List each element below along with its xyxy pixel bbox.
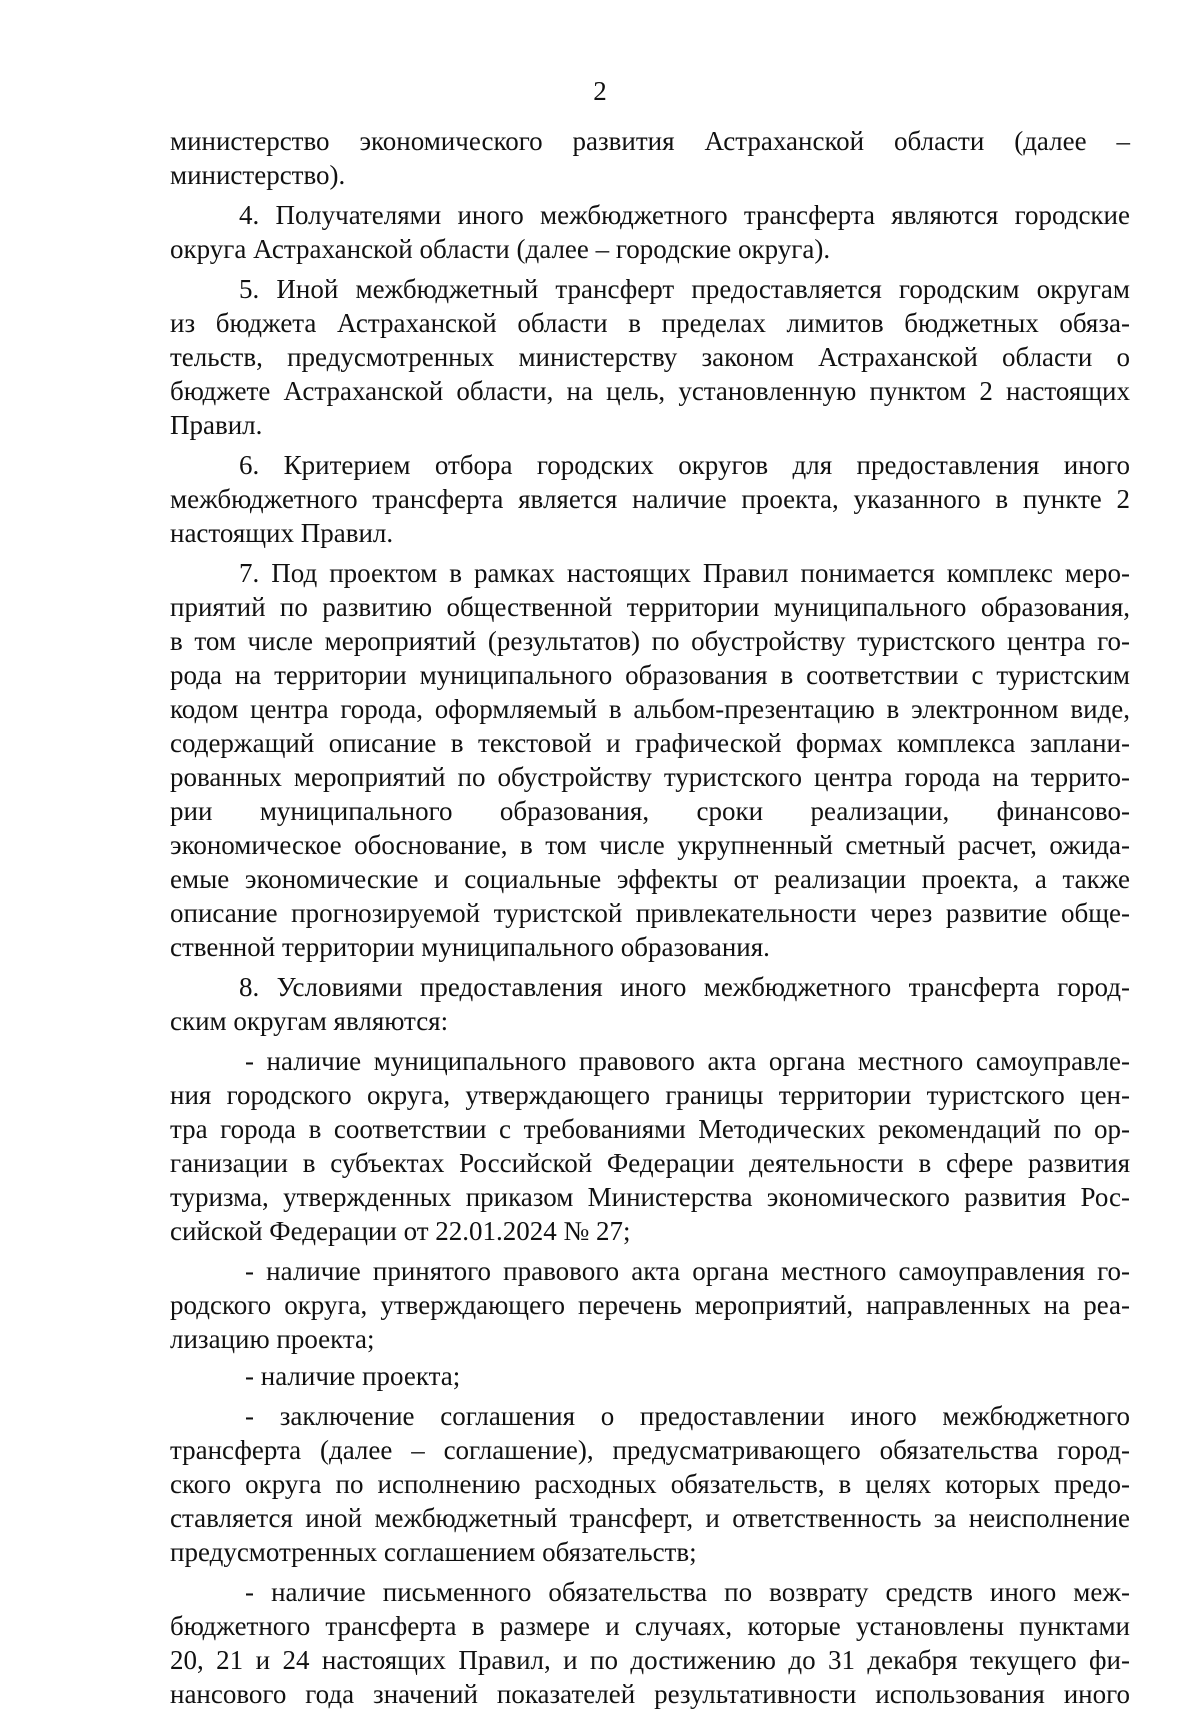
text-line: приятий по развитию общественной территории муниципального образования, [170, 592, 1130, 622]
text-line: ния городского округа, утверждающего границы территории туристского цен- [170, 1080, 1130, 1110]
text-line: бюджетного трансферта в размере и случаях, которые установлены пунктами [170, 1611, 1130, 1641]
text-line: рода на территории муниципального образования в соответствии с туристским [170, 660, 1130, 690]
text-line: Правил. [170, 410, 263, 440]
text-line: межбюджетного трансферта является наличие проекта, указанного в пункте 2 [170, 484, 1130, 514]
text-line: описание прогнозируемой туристской привлекательности через развитие обще- [170, 898, 1130, 928]
text-line: кодом центра города, оформляемый в альбом-презентацию в электронном виде, [170, 694, 1130, 724]
text-line: ганизации в субъектах Российской Федерации деятельности в сфере развития [170, 1148, 1130, 1178]
text-line: емые экономические и социальные эффекты от реализации проекта, а также [170, 864, 1130, 894]
text-line: в том числе мероприятий (результатов) по обустройству туристского центра го- [170, 626, 1130, 656]
text-line: ским округам являются: [170, 1006, 449, 1036]
text-line: трансферта (далее – соглашение), предусматривающего обязательства город- [170, 1435, 1130, 1465]
paragraph-7-line: 7. Под проектом в рамках настоящих Правил понимается комплекс меро- [239, 558, 1130, 588]
text-line: тра города в соответствии с требованиями Методических рекомендаций по ор- [170, 1114, 1130, 1144]
text-line: ставляется иной межбюджетный трансферт, и ответственность за неисполнение [170, 1503, 1130, 1533]
paragraph-4-line: 4. Получателями иного межбюджетного трансферта являются городские [239, 200, 1130, 230]
text-line: туризма, утвержденных приказом Министерства экономического развития Рос- [170, 1182, 1130, 1212]
text-line: министерство экономического развития Астраханской области (далее – [170, 126, 1130, 156]
text-line: экономическое обоснование, в том числе укрупненный сметный расчет, ожида- [170, 830, 1130, 860]
text-line: настоящих Правил. [170, 518, 394, 548]
text-line: нансового года значений показателей результативности использования иного [170, 1679, 1130, 1709]
text-line: рии муниципального образования, сроки реализации, финансово- [170, 796, 1130, 826]
text-line: ственной территории муниципального образования. [170, 932, 770, 962]
paragraph-8-line: 8. Условиями предоставления иного межбюджетного трансферта город- [239, 972, 1130, 1002]
text-line: сийской Федерации от 22.01.2024 № 27; [170, 1216, 631, 1246]
condition-1-line: - наличие муниципального правового акта органа местного самоуправле- [245, 1046, 1130, 1076]
text-line: ского округа по исполнению расходных обязательств, в целях которых предо- [170, 1469, 1130, 1499]
condition-2-line: - наличие принятого правового акта органа местного самоуправления го- [245, 1256, 1130, 1286]
text-line: родского округа, утверждающего перечень мероприятий, направленных на реа- [170, 1290, 1130, 1320]
page-number: 2 [593, 76, 607, 106]
text-line: из бюджета Астраханской области в пределах лимитов бюджетных обяза- [170, 308, 1130, 338]
condition-3-line: - наличие проекта; [245, 1361, 461, 1391]
text-line: бюджете Астраханской области, на цель, установленную пунктом 2 настоящих [170, 376, 1130, 406]
text-line: содержащий описание в текстовой и графической формах комплекса заплани- [170, 728, 1130, 758]
text-line: рованных мероприятий по обустройству туристского центра города на террито- [170, 762, 1130, 792]
condition-4-line: - заключение соглашения о предоставлении иного межбюджетного [245, 1401, 1130, 1431]
text-line: лизацию проекта; [170, 1324, 375, 1354]
text-line: 20, 21 и 24 настоящих Правил, и по достижению до 31 декабря текущего фи- [170, 1645, 1130, 1675]
text-line: округа Астраханской области (далее – городские округа). [170, 234, 831, 264]
text-line: министерство). [170, 160, 346, 190]
document-body [170, 124, 1130, 1711]
condition-5-line: - наличие письменного обязательства по возврату средств иного меж- [245, 1577, 1130, 1607]
text-line: предусмотренных соглашением обязательств; [170, 1537, 697, 1567]
text-line: тельств, предусмотренных министерству законом Астраханской области о [170, 342, 1130, 372]
paragraph-6-line: 6. Критерием отбора городских округов для предоставления иного [239, 450, 1130, 480]
paragraph-5-line: 5. Иной межбюджетный трансферт предоставляется городским округам [239, 274, 1130, 304]
